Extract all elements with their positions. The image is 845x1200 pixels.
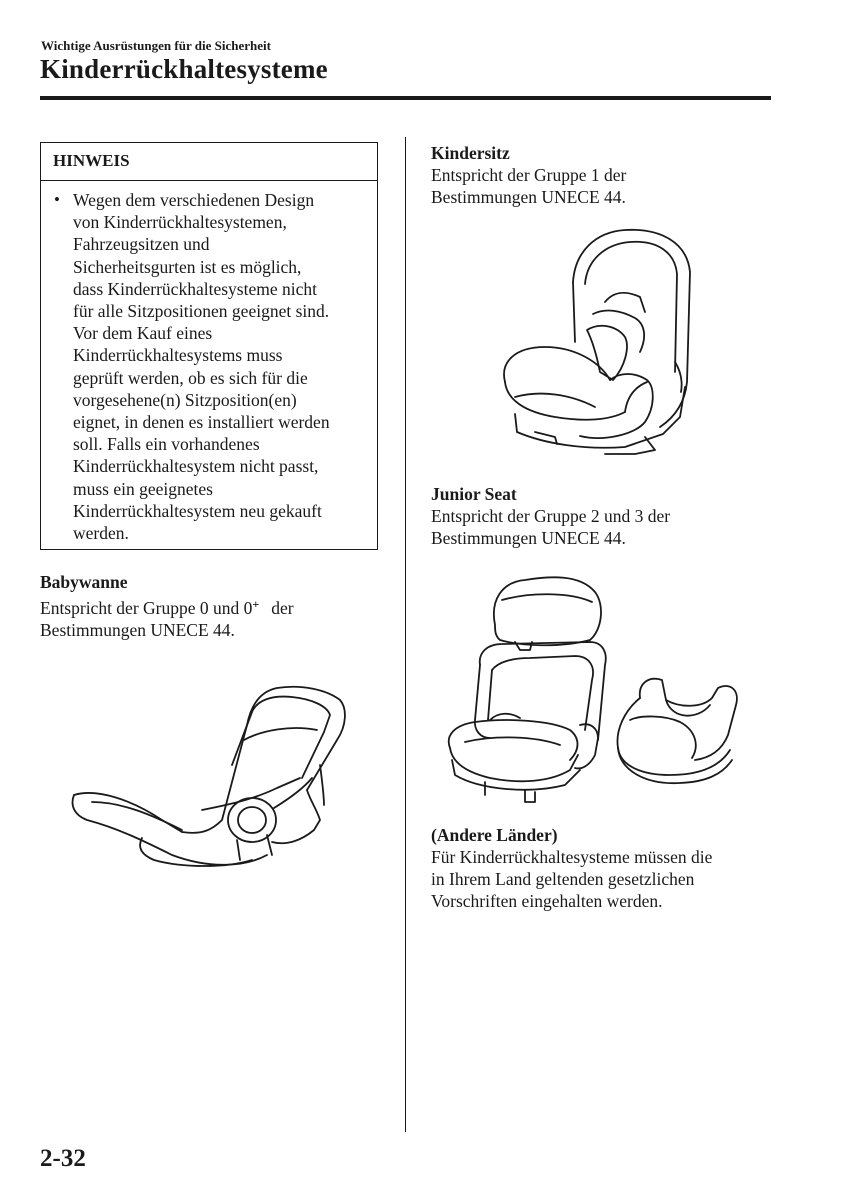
kindersitz-heading: Kindersitz xyxy=(431,143,510,163)
page-number: 2-32 xyxy=(40,1145,86,1172)
note-line: geprüft werden, ob es sich für die xyxy=(73,367,308,388)
note-line: dass Kinderrückhaltesysteme nicht xyxy=(73,278,317,299)
bullet-icon: • xyxy=(54,190,60,209)
kindersitz-line-1: Entspricht der Gruppe 1 der xyxy=(431,165,627,185)
andere-laender-heading: (Andere Länder) xyxy=(431,825,558,845)
note-line: von Kinderrückhaltesystemen, xyxy=(73,212,287,233)
note-line: Wegen dem verschiedenen Design xyxy=(73,190,315,210)
junior-seat-section xyxy=(431,483,771,549)
note-heading: HINWEIS xyxy=(41,143,377,181)
kindersitz-illustration xyxy=(495,222,695,462)
note-line: Kinderrückhaltesystem neu gekauft xyxy=(73,500,322,521)
page-title: Kinderrückhaltesysteme xyxy=(40,54,328,84)
junior-seat-line-1: Entspricht der Gruppe 2 und 3 der xyxy=(431,506,671,526)
andere-laender-line-3: Vorschriften eingehalten werden. xyxy=(431,891,663,911)
note-line: soll. Falls ein vorhandenes xyxy=(73,434,260,455)
babywanne-illustration xyxy=(62,670,362,870)
note-line: für alle Sitzpositionen geeignet sind. xyxy=(73,301,330,322)
kindersitz-line-2: Bestimmungen UNECE 44. xyxy=(431,187,626,207)
kindersitz-section xyxy=(431,142,771,208)
note-line: Vor dem Kauf eines xyxy=(73,323,213,344)
babywanne-heading: Babywanne xyxy=(40,572,128,592)
note-line: muss ein geeignetes xyxy=(73,478,213,499)
junior-seat-line-2: Bestimmungen UNECE 44. xyxy=(431,528,626,548)
babywanne-line-2: Bestimmungen UNECE 44. xyxy=(40,620,235,640)
andere-laender-section xyxy=(431,824,771,912)
babywanne-section xyxy=(40,571,380,641)
note-line: Sicherheitsgurten ist es möglich, xyxy=(73,256,302,277)
andere-laender-line-1: Für Kinderrückhaltesysteme müssen die xyxy=(431,847,713,867)
junior-seat-illustration xyxy=(440,570,765,805)
section-label: Wichtige Ausrüstungen für die Sicherheit xyxy=(41,38,271,53)
note-line: Kinderrückhaltesystem nicht passt, xyxy=(73,456,319,477)
title-rule xyxy=(40,96,771,100)
andere-laender-line-2: in Ihrem Land geltenden gesetzlichen xyxy=(431,869,695,889)
column-divider xyxy=(405,137,406,1132)
note-line: Kinderrückhaltesystems muss xyxy=(73,345,283,366)
note-line: eignet, in denen es installiert werden xyxy=(73,412,330,433)
note-line: werden. xyxy=(73,523,129,544)
note-line: Fahrzeugsitzen und xyxy=(73,234,210,255)
babywanne-line-1: Entspricht der Gruppe 0 und 0+ der xyxy=(40,597,294,618)
note-body xyxy=(41,181,377,544)
note-box xyxy=(40,142,378,550)
junior-seat-heading: Junior Seat xyxy=(431,484,517,504)
note-line: vorgesehene(n) Sitzposition(en) xyxy=(73,389,297,410)
